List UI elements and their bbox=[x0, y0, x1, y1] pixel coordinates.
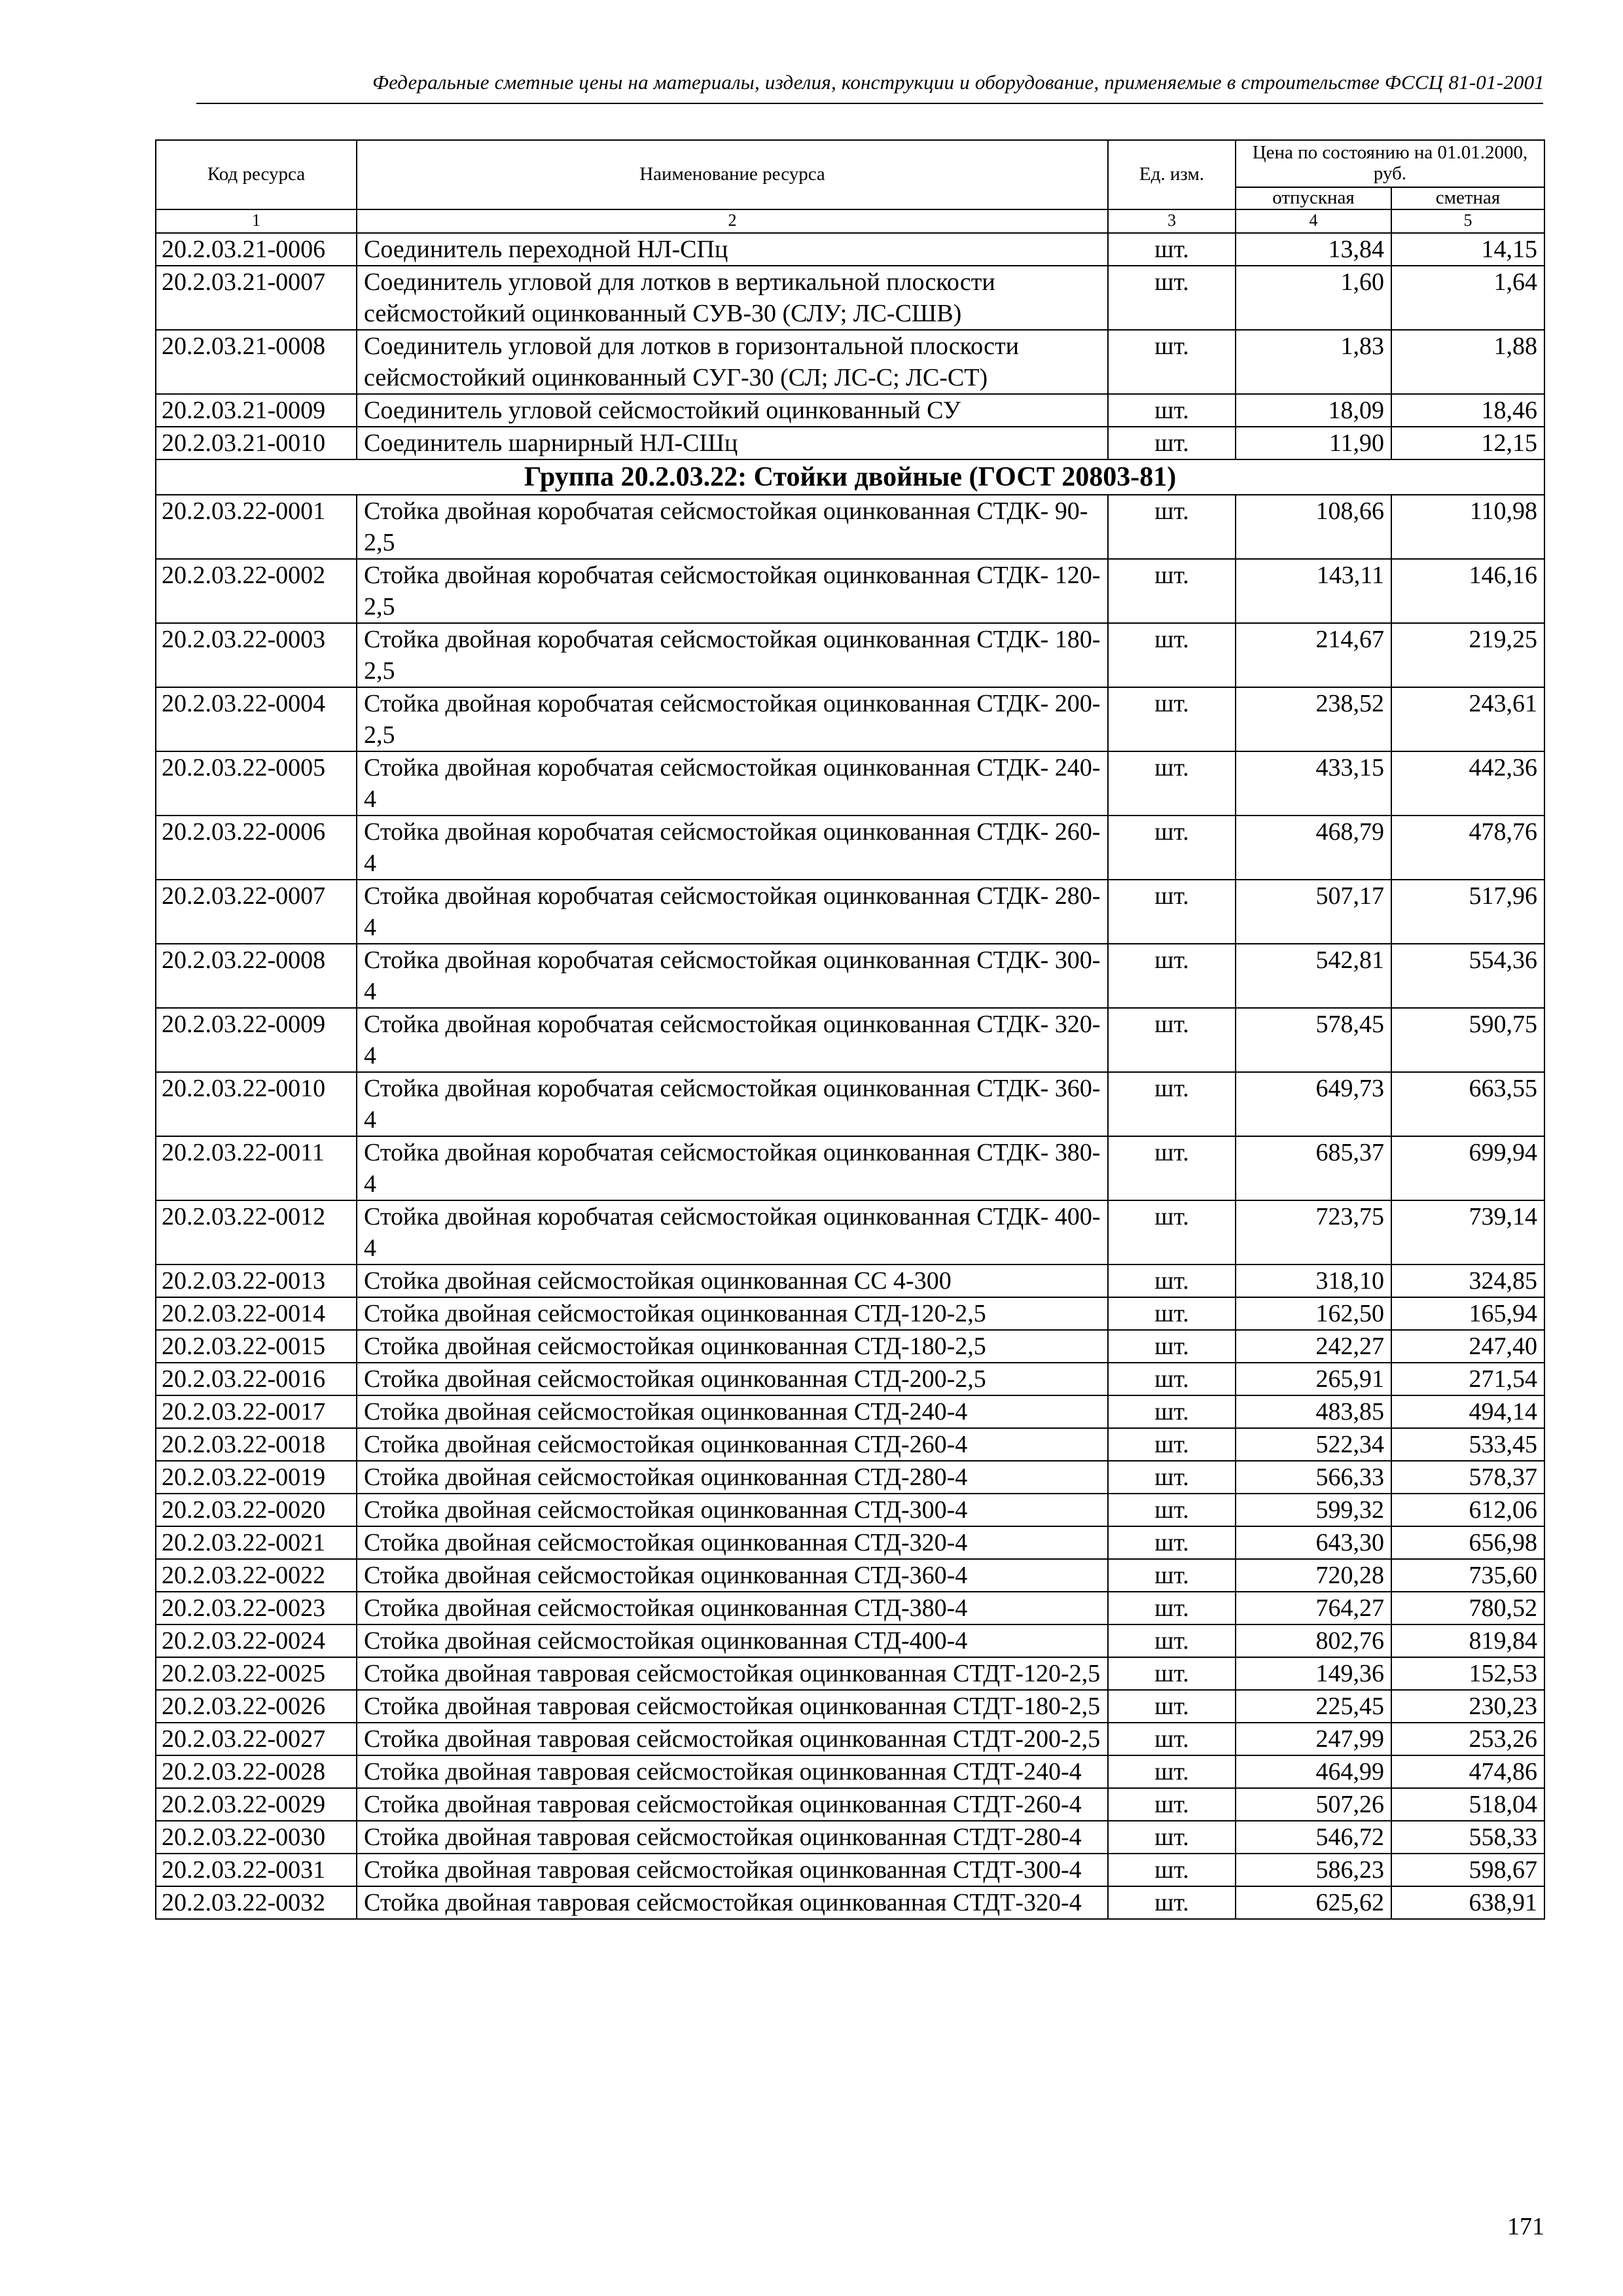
release-price: 566,33 bbox=[1236, 1461, 1391, 1494]
estimate-price: 478,76 bbox=[1391, 816, 1544, 880]
header-rule bbox=[196, 103, 1543, 104]
table-row bbox=[156, 1428, 1544, 1461]
page-number: 171 bbox=[1507, 2213, 1544, 2240]
release-price: 1,60 bbox=[1236, 266, 1391, 330]
resource-name: Стойка двойная сейсмостойкая оцинкованная СТД-400-4 bbox=[357, 1624, 1108, 1657]
release-price: 18,09 bbox=[1236, 394, 1391, 427]
resource-name: Стойка двойная коробчатая сейсмостойкая оцинкованная СТДК- 320-4 bbox=[357, 1008, 1108, 1072]
table-row bbox=[156, 1788, 1544, 1821]
unit-of-measure: шт. bbox=[1108, 427, 1236, 459]
estimate-price: 474,86 bbox=[1391, 1755, 1544, 1788]
release-price: 507,17 bbox=[1236, 880, 1391, 944]
release-price: 464,99 bbox=[1236, 1755, 1391, 1788]
table-row bbox=[156, 880, 1544, 944]
release-price: 586,23 bbox=[1236, 1854, 1391, 1886]
resource-code: 20.2.03.22-0011 bbox=[156, 1136, 357, 1200]
release-price: 242,27 bbox=[1236, 1330, 1391, 1363]
estimate-price: 578,37 bbox=[1391, 1461, 1544, 1494]
estimate-price: 219,25 bbox=[1391, 623, 1544, 687]
group-title-row bbox=[156, 459, 1544, 495]
unit-of-measure: шт. bbox=[1108, 1886, 1236, 1919]
table-row bbox=[156, 1330, 1544, 1363]
table-row bbox=[156, 1657, 1544, 1690]
unit-of-measure: шт. bbox=[1108, 1854, 1236, 1886]
unit-of-measure: шт. bbox=[1108, 623, 1236, 687]
resource-name: Стойка двойная коробчатая сейсмостойкая оцинкованная СТДК- 240-4 bbox=[357, 751, 1108, 816]
unit-of-measure: шт. bbox=[1108, 1657, 1236, 1690]
resource-code: 20.2.03.22-0001 bbox=[156, 495, 357, 559]
group-section bbox=[156, 459, 1544, 495]
unit-of-measure: шт. bbox=[1108, 233, 1236, 266]
estimate-price: 14,15 bbox=[1391, 233, 1544, 266]
resource-name: Стойка двойная коробчатая сейсмостойкая оцинкованная СТДК- 300-4 bbox=[357, 944, 1108, 1008]
unit-of-measure: шт. bbox=[1108, 1526, 1236, 1559]
table-row bbox=[156, 1624, 1544, 1657]
estimate-price: 533,45 bbox=[1391, 1428, 1544, 1461]
resource-code: 20.2.03.22-0019 bbox=[156, 1461, 357, 1494]
resource-name: Стойка двойная коробчатая сейсмостойкая оцинкованная СТДК- 200-2,5 bbox=[357, 687, 1108, 751]
release-price: 318,10 bbox=[1236, 1265, 1391, 1297]
unit-of-measure: шт. bbox=[1108, 1136, 1236, 1200]
unit-of-measure: шт. bbox=[1108, 1592, 1236, 1624]
resource-name: Стойка двойная сейсмостойкая оцинкованная СТД-380-4 bbox=[357, 1592, 1108, 1624]
table-row bbox=[156, 1136, 1544, 1200]
resource-code: 20.2.03.22-0005 bbox=[156, 751, 357, 816]
resource-code: 20.2.03.22-0026 bbox=[156, 1690, 357, 1723]
resource-code: 20.2.03.22-0010 bbox=[156, 1072, 357, 1136]
release-price: 578,45 bbox=[1236, 1008, 1391, 1072]
resource-code: 20.2.03.21-0007 bbox=[156, 266, 357, 330]
resource-name: Стойка двойная тавровая сейсмостойкая оцинкованная СТДТ-240-4 bbox=[357, 1755, 1108, 1788]
resource-name: Стойка двойная сейсмостойкая оцинкованная СТД-300-4 bbox=[357, 1494, 1108, 1526]
header-name: Наименование ресурса bbox=[357, 140, 1108, 209]
table-row bbox=[156, 816, 1544, 880]
unit-of-measure: шт. bbox=[1108, 1395, 1236, 1428]
release-price: 143,11 bbox=[1236, 559, 1391, 623]
table-row bbox=[156, 1559, 1544, 1592]
table-row bbox=[156, 623, 1544, 687]
release-price: 149,36 bbox=[1236, 1657, 1391, 1690]
table-row bbox=[156, 1821, 1544, 1854]
running-header: Федеральные сметные цены на материалы, изделия, конструкции и оборудование, применяемые в строительстве ФССЦ 81-01-2001 bbox=[372, 71, 1544, 94]
estimate-price: 1,88 bbox=[1391, 330, 1544, 394]
unit-of-measure: шт. bbox=[1108, 687, 1236, 751]
resource-code: 20.2.03.22-0017 bbox=[156, 1395, 357, 1428]
estimate-price: 243,61 bbox=[1391, 687, 1544, 751]
release-price: 599,32 bbox=[1236, 1494, 1391, 1526]
estimate-price: 152,53 bbox=[1391, 1657, 1544, 1690]
resource-code: 20.2.03.22-0013 bbox=[156, 1265, 357, 1297]
release-price: 685,37 bbox=[1236, 1136, 1391, 1200]
estimate-price: 638,91 bbox=[1391, 1886, 1544, 1919]
unit-of-measure: шт. bbox=[1108, 495, 1236, 559]
estimate-price: 253,26 bbox=[1391, 1723, 1544, 1755]
rows-group bbox=[156, 495, 1544, 1919]
unit-of-measure: шт. bbox=[1108, 1821, 1236, 1854]
table-row bbox=[156, 944, 1544, 1008]
unit-of-measure: шт. bbox=[1108, 559, 1236, 623]
resource-code: 20.2.03.21-0010 bbox=[156, 427, 357, 459]
resource-name: Соединитель угловой для лотков в горизонтальной плоскости сейсмостойкий оцинкованный СУГ-30 (СЛ; ЛС-С; ЛС-СТ) bbox=[357, 330, 1108, 394]
estimate-price: 590,75 bbox=[1391, 1008, 1544, 1072]
resource-name: Стойка двойная сейсмостойкая оцинкованная СТД-360-4 bbox=[357, 1559, 1108, 1592]
resource-name: Стойка двойная тавровая сейсмостойкая оцинкованная СТДТ-120-2,5 bbox=[357, 1657, 1108, 1690]
estimate-price: 442,36 bbox=[1391, 751, 1544, 816]
header-estimate: сметная bbox=[1391, 187, 1544, 209]
resource-code: 20.2.03.22-0030 bbox=[156, 1821, 357, 1854]
resource-name: Стойка двойная сейсмостойкая оцинкованная СС 4-300 bbox=[357, 1265, 1108, 1297]
resource-code: 20.2.03.21-0009 bbox=[156, 394, 357, 427]
release-price: 247,99 bbox=[1236, 1723, 1391, 1755]
column-number: 2 bbox=[357, 209, 1108, 233]
table-row bbox=[156, 1854, 1544, 1886]
resource-name: Стойка двойная тавровая сейсмостойкая оцинкованная СТДТ-180-2,5 bbox=[357, 1690, 1108, 1723]
release-price: 214,67 bbox=[1236, 623, 1391, 687]
unit-of-measure: шт. bbox=[1108, 1788, 1236, 1821]
estimate-price: 494,14 bbox=[1391, 1395, 1544, 1428]
column-numbers-row bbox=[156, 209, 1544, 233]
resource-name: Стойка двойная коробчатая сейсмостойкая оцинкованная СТДК- 120-2,5 bbox=[357, 559, 1108, 623]
table-row bbox=[156, 751, 1544, 816]
release-price: 11,90 bbox=[1236, 427, 1391, 459]
release-price: 13,84 bbox=[1236, 233, 1391, 266]
unit-of-measure: шт. bbox=[1108, 1297, 1236, 1330]
resource-name: Стойка двойная сейсмостойкая оцинкованная СТД-200-2,5 bbox=[357, 1363, 1108, 1395]
unit-of-measure: шт. bbox=[1108, 1755, 1236, 1788]
table-row bbox=[156, 1755, 1544, 1788]
resource-code: 20.2.03.22-0024 bbox=[156, 1624, 357, 1657]
resource-name: Соединитель угловой для лотков в вертикальной плоскости сейсмостойкий оцинкованный СУВ-30 (СЛУ; ЛС-СШВ) bbox=[357, 266, 1108, 330]
resource-code: 20.2.03.22-0008 bbox=[156, 944, 357, 1008]
resource-code: 20.2.03.22-0018 bbox=[156, 1428, 357, 1461]
release-price: 162,50 bbox=[1236, 1297, 1391, 1330]
column-number: 5 bbox=[1391, 209, 1544, 233]
resource-code: 20.2.03.21-0006 bbox=[156, 233, 357, 266]
table-row bbox=[156, 1200, 1544, 1265]
table-row bbox=[156, 1592, 1544, 1624]
unit-of-measure: шт. bbox=[1108, 1200, 1236, 1265]
resource-code: 20.2.03.22-0027 bbox=[156, 1723, 357, 1755]
resource-name: Стойка двойная тавровая сейсмостойкая оцинкованная СТДТ-280-4 bbox=[357, 1821, 1108, 1854]
header-code: Код ресурса bbox=[156, 140, 357, 209]
table-row bbox=[156, 266, 1544, 330]
table-row bbox=[156, 1363, 1544, 1395]
resource-name: Соединитель переходной НЛ-СПц bbox=[357, 233, 1108, 266]
estimate-price: 1,64 bbox=[1391, 266, 1544, 330]
resource-name: Стойка двойная тавровая сейсмостойкая оцинкованная СТДТ-320-4 bbox=[357, 1886, 1108, 1919]
header-release: отпускная bbox=[1236, 187, 1391, 209]
resource-code: 20.2.03.22-0004 bbox=[156, 687, 357, 751]
table-row bbox=[156, 1723, 1544, 1755]
rows-top bbox=[156, 233, 1544, 459]
price-table bbox=[155, 139, 1545, 1920]
unit-of-measure: шт. bbox=[1108, 880, 1236, 944]
estimate-price: 598,67 bbox=[1391, 1854, 1544, 1886]
resource-code: 20.2.03.22-0029 bbox=[156, 1788, 357, 1821]
release-price: 802,76 bbox=[1236, 1624, 1391, 1657]
unit-of-measure: шт. bbox=[1108, 1494, 1236, 1526]
table-row bbox=[156, 1886, 1544, 1919]
resource-name: Стойка двойная тавровая сейсмостойкая оцинкованная СТДТ-200-2,5 bbox=[357, 1723, 1108, 1755]
estimate-price: 146,16 bbox=[1391, 559, 1544, 623]
table-row bbox=[156, 330, 1544, 394]
resource-name: Стойка двойная тавровая сейсмостойкая оцинкованная СТДТ-260-4 bbox=[357, 1788, 1108, 1821]
column-number: 3 bbox=[1108, 209, 1236, 233]
resource-code: 20.2.03.22-0028 bbox=[156, 1755, 357, 1788]
unit-of-measure: шт. bbox=[1108, 1265, 1236, 1297]
resource-code: 20.2.03.22-0009 bbox=[156, 1008, 357, 1072]
estimate-price: 819,84 bbox=[1391, 1624, 1544, 1657]
resource-code: 20.2.03.22-0023 bbox=[156, 1592, 357, 1624]
column-number: 4 bbox=[1236, 209, 1391, 233]
header-unit: Ед. изм. bbox=[1108, 140, 1236, 209]
table-row bbox=[156, 1395, 1544, 1428]
estimate-price: 324,85 bbox=[1391, 1265, 1544, 1297]
table-row bbox=[156, 1072, 1544, 1136]
estimate-price: 656,98 bbox=[1391, 1526, 1544, 1559]
resource-code: 20.2.03.22-0021 bbox=[156, 1526, 357, 1559]
release-price: 546,72 bbox=[1236, 1821, 1391, 1854]
release-price: 723,75 bbox=[1236, 1200, 1391, 1265]
table-row bbox=[156, 1494, 1544, 1526]
table-row bbox=[156, 1461, 1544, 1494]
resource-name: Стойка двойная коробчатая сейсмостойкая оцинкованная СТДК- 380-4 bbox=[357, 1136, 1108, 1200]
table-row bbox=[156, 1297, 1544, 1330]
unit-of-measure: шт. bbox=[1108, 1461, 1236, 1494]
estimate-price: 517,96 bbox=[1391, 880, 1544, 944]
release-price: 225,45 bbox=[1236, 1690, 1391, 1723]
table-row bbox=[156, 233, 1544, 266]
resource-name: Стойка двойная сейсмостойкая оцинкованная СТД-120-2,5 bbox=[357, 1297, 1108, 1330]
resource-name: Стойка двойная коробчатая сейсмостойкая оцинкованная СТДК- 400-4 bbox=[357, 1200, 1108, 1265]
resource-code: 20.2.03.22-0020 bbox=[156, 1494, 357, 1526]
estimate-price: 612,06 bbox=[1391, 1494, 1544, 1526]
estimate-price: 735,60 bbox=[1391, 1559, 1544, 1592]
estimate-price: 558,33 bbox=[1391, 1821, 1544, 1854]
resource-code: 20.2.03.22-0002 bbox=[156, 559, 357, 623]
release-price: 483,85 bbox=[1236, 1395, 1391, 1428]
resource-name: Соединитель угловой сейсмостойкий оцинкованный СУ bbox=[357, 394, 1108, 427]
estimate-price: 271,54 bbox=[1391, 1363, 1544, 1395]
unit-of-measure: шт. bbox=[1108, 1690, 1236, 1723]
release-price: 625,62 bbox=[1236, 1886, 1391, 1919]
unit-of-measure: шт. bbox=[1108, 1723, 1236, 1755]
table-row bbox=[156, 427, 1544, 459]
estimate-price: 663,55 bbox=[1391, 1072, 1544, 1136]
resource-name: Стойка двойная сейсмостойкая оцинкованная СТД-280-4 bbox=[357, 1461, 1108, 1494]
resource-name: Стойка двойная коробчатая сейсмостойкая оцинкованная СТДК- 360-4 bbox=[357, 1072, 1108, 1136]
release-price: 649,73 bbox=[1236, 1072, 1391, 1136]
release-price: 265,91 bbox=[1236, 1363, 1391, 1395]
resource-name: Стойка двойная сейсмостойкая оцинкованная СТД-320-4 bbox=[357, 1526, 1108, 1559]
table-row bbox=[156, 559, 1544, 623]
resource-code: 20.2.03.22-0003 bbox=[156, 623, 357, 687]
resource-name: Стойка двойная коробчатая сейсмостойкая оцинкованная СТДК- 180-2,5 bbox=[357, 623, 1108, 687]
resource-name: Соединитель шарнирный НЛ-СШц bbox=[357, 427, 1108, 459]
resource-code: 20.2.03.22-0022 bbox=[156, 1559, 357, 1592]
unit-of-measure: шт. bbox=[1108, 751, 1236, 816]
estimate-price: 18,46 bbox=[1391, 394, 1544, 427]
release-price: 468,79 bbox=[1236, 816, 1391, 880]
table-row bbox=[156, 1265, 1544, 1297]
estimate-price: 518,04 bbox=[1391, 1788, 1544, 1821]
table-row bbox=[156, 1526, 1544, 1559]
unit-of-measure: шт. bbox=[1108, 394, 1236, 427]
unit-of-measure: шт. bbox=[1108, 816, 1236, 880]
estimate-price: 739,14 bbox=[1391, 1200, 1544, 1265]
table-row bbox=[156, 687, 1544, 751]
resource-code: 20.2.03.22-0032 bbox=[156, 1886, 357, 1919]
unit-of-measure: шт. bbox=[1108, 1363, 1236, 1395]
resource-code: 20.2.03.22-0007 bbox=[156, 880, 357, 944]
table-row bbox=[156, 394, 1544, 427]
resource-name: Стойка двойная коробчатая сейсмостойкая оцинкованная СТДК- 280-4 bbox=[357, 880, 1108, 944]
unit-of-measure: шт. bbox=[1108, 330, 1236, 394]
table-row bbox=[156, 1008, 1544, 1072]
table-row bbox=[156, 495, 1544, 559]
unit-of-measure: шт. bbox=[1108, 1624, 1236, 1657]
estimate-price: 230,23 bbox=[1391, 1690, 1544, 1723]
release-price: 643,30 bbox=[1236, 1526, 1391, 1559]
estimate-price: 554,36 bbox=[1391, 944, 1544, 1008]
unit-of-measure: шт. bbox=[1108, 1330, 1236, 1363]
resource-code: 20.2.03.22-0031 bbox=[156, 1854, 357, 1886]
release-price: 238,52 bbox=[1236, 687, 1391, 751]
release-price: 108,66 bbox=[1236, 495, 1391, 559]
table-row bbox=[156, 1690, 1544, 1723]
resource-code: 20.2.03.21-0008 bbox=[156, 330, 357, 394]
unit-of-measure: шт. bbox=[1108, 1072, 1236, 1136]
unit-of-measure: шт. bbox=[1108, 944, 1236, 1008]
unit-of-measure: шт. bbox=[1108, 1428, 1236, 1461]
resource-name: Стойка двойная коробчатая сейсмостойкая оцинкованная СТДК- 260-4 bbox=[357, 816, 1108, 880]
resource-name: Стойка двойная сейсмостойкая оцинкованная СТД-180-2,5 bbox=[357, 1330, 1108, 1363]
unit-of-measure: шт. bbox=[1108, 266, 1236, 330]
resource-name: Стойка двойная коробчатая сейсмостойкая оцинкованная СТДК- 90-2,5 bbox=[357, 495, 1108, 559]
release-price: 720,28 bbox=[1236, 1559, 1391, 1592]
resource-code: 20.2.03.22-0006 bbox=[156, 816, 357, 880]
unit-of-measure: шт. bbox=[1108, 1008, 1236, 1072]
estimate-price: 165,94 bbox=[1391, 1297, 1544, 1330]
header-price: Цена по состоянию на 01.01.2000, руб. bbox=[1236, 140, 1544, 187]
release-price: 764,27 bbox=[1236, 1592, 1391, 1624]
estimate-price: 12,15 bbox=[1391, 427, 1544, 459]
group-title: Группа 20.2.03.22: Стойки двойные (ГОСТ 20803-81) bbox=[156, 459, 1544, 495]
resource-code: 20.2.03.22-0012 bbox=[156, 1200, 357, 1265]
release-price: 1,83 bbox=[1236, 330, 1391, 394]
resource-code: 20.2.03.22-0014 bbox=[156, 1297, 357, 1330]
column-number: 1 bbox=[156, 209, 357, 233]
release-price: 433,15 bbox=[1236, 751, 1391, 816]
release-price: 542,81 bbox=[1236, 944, 1391, 1008]
release-price: 522,34 bbox=[1236, 1428, 1391, 1461]
unit-of-measure: шт. bbox=[1108, 1559, 1236, 1592]
release-price: 507,26 bbox=[1236, 1788, 1391, 1821]
resource-name: Стойка двойная сейсмостойкая оцинкованная СТД-260-4 bbox=[357, 1428, 1108, 1461]
resource-code: 20.2.03.22-0015 bbox=[156, 1330, 357, 1363]
estimate-price: 699,94 bbox=[1391, 1136, 1544, 1200]
estimate-price: 247,40 bbox=[1391, 1330, 1544, 1363]
resource-name: Стойка двойная сейсмостойкая оцинкованная СТД-240-4 bbox=[357, 1395, 1108, 1428]
resource-code: 20.2.03.22-0016 bbox=[156, 1363, 357, 1395]
resource-code: 20.2.03.22-0025 bbox=[156, 1657, 357, 1690]
estimate-price: 780,52 bbox=[1391, 1592, 1544, 1624]
estimate-price: 110,98 bbox=[1391, 495, 1544, 559]
resource-name: Стойка двойная тавровая сейсмостойкая оцинкованная СТДТ-300-4 bbox=[357, 1854, 1108, 1886]
